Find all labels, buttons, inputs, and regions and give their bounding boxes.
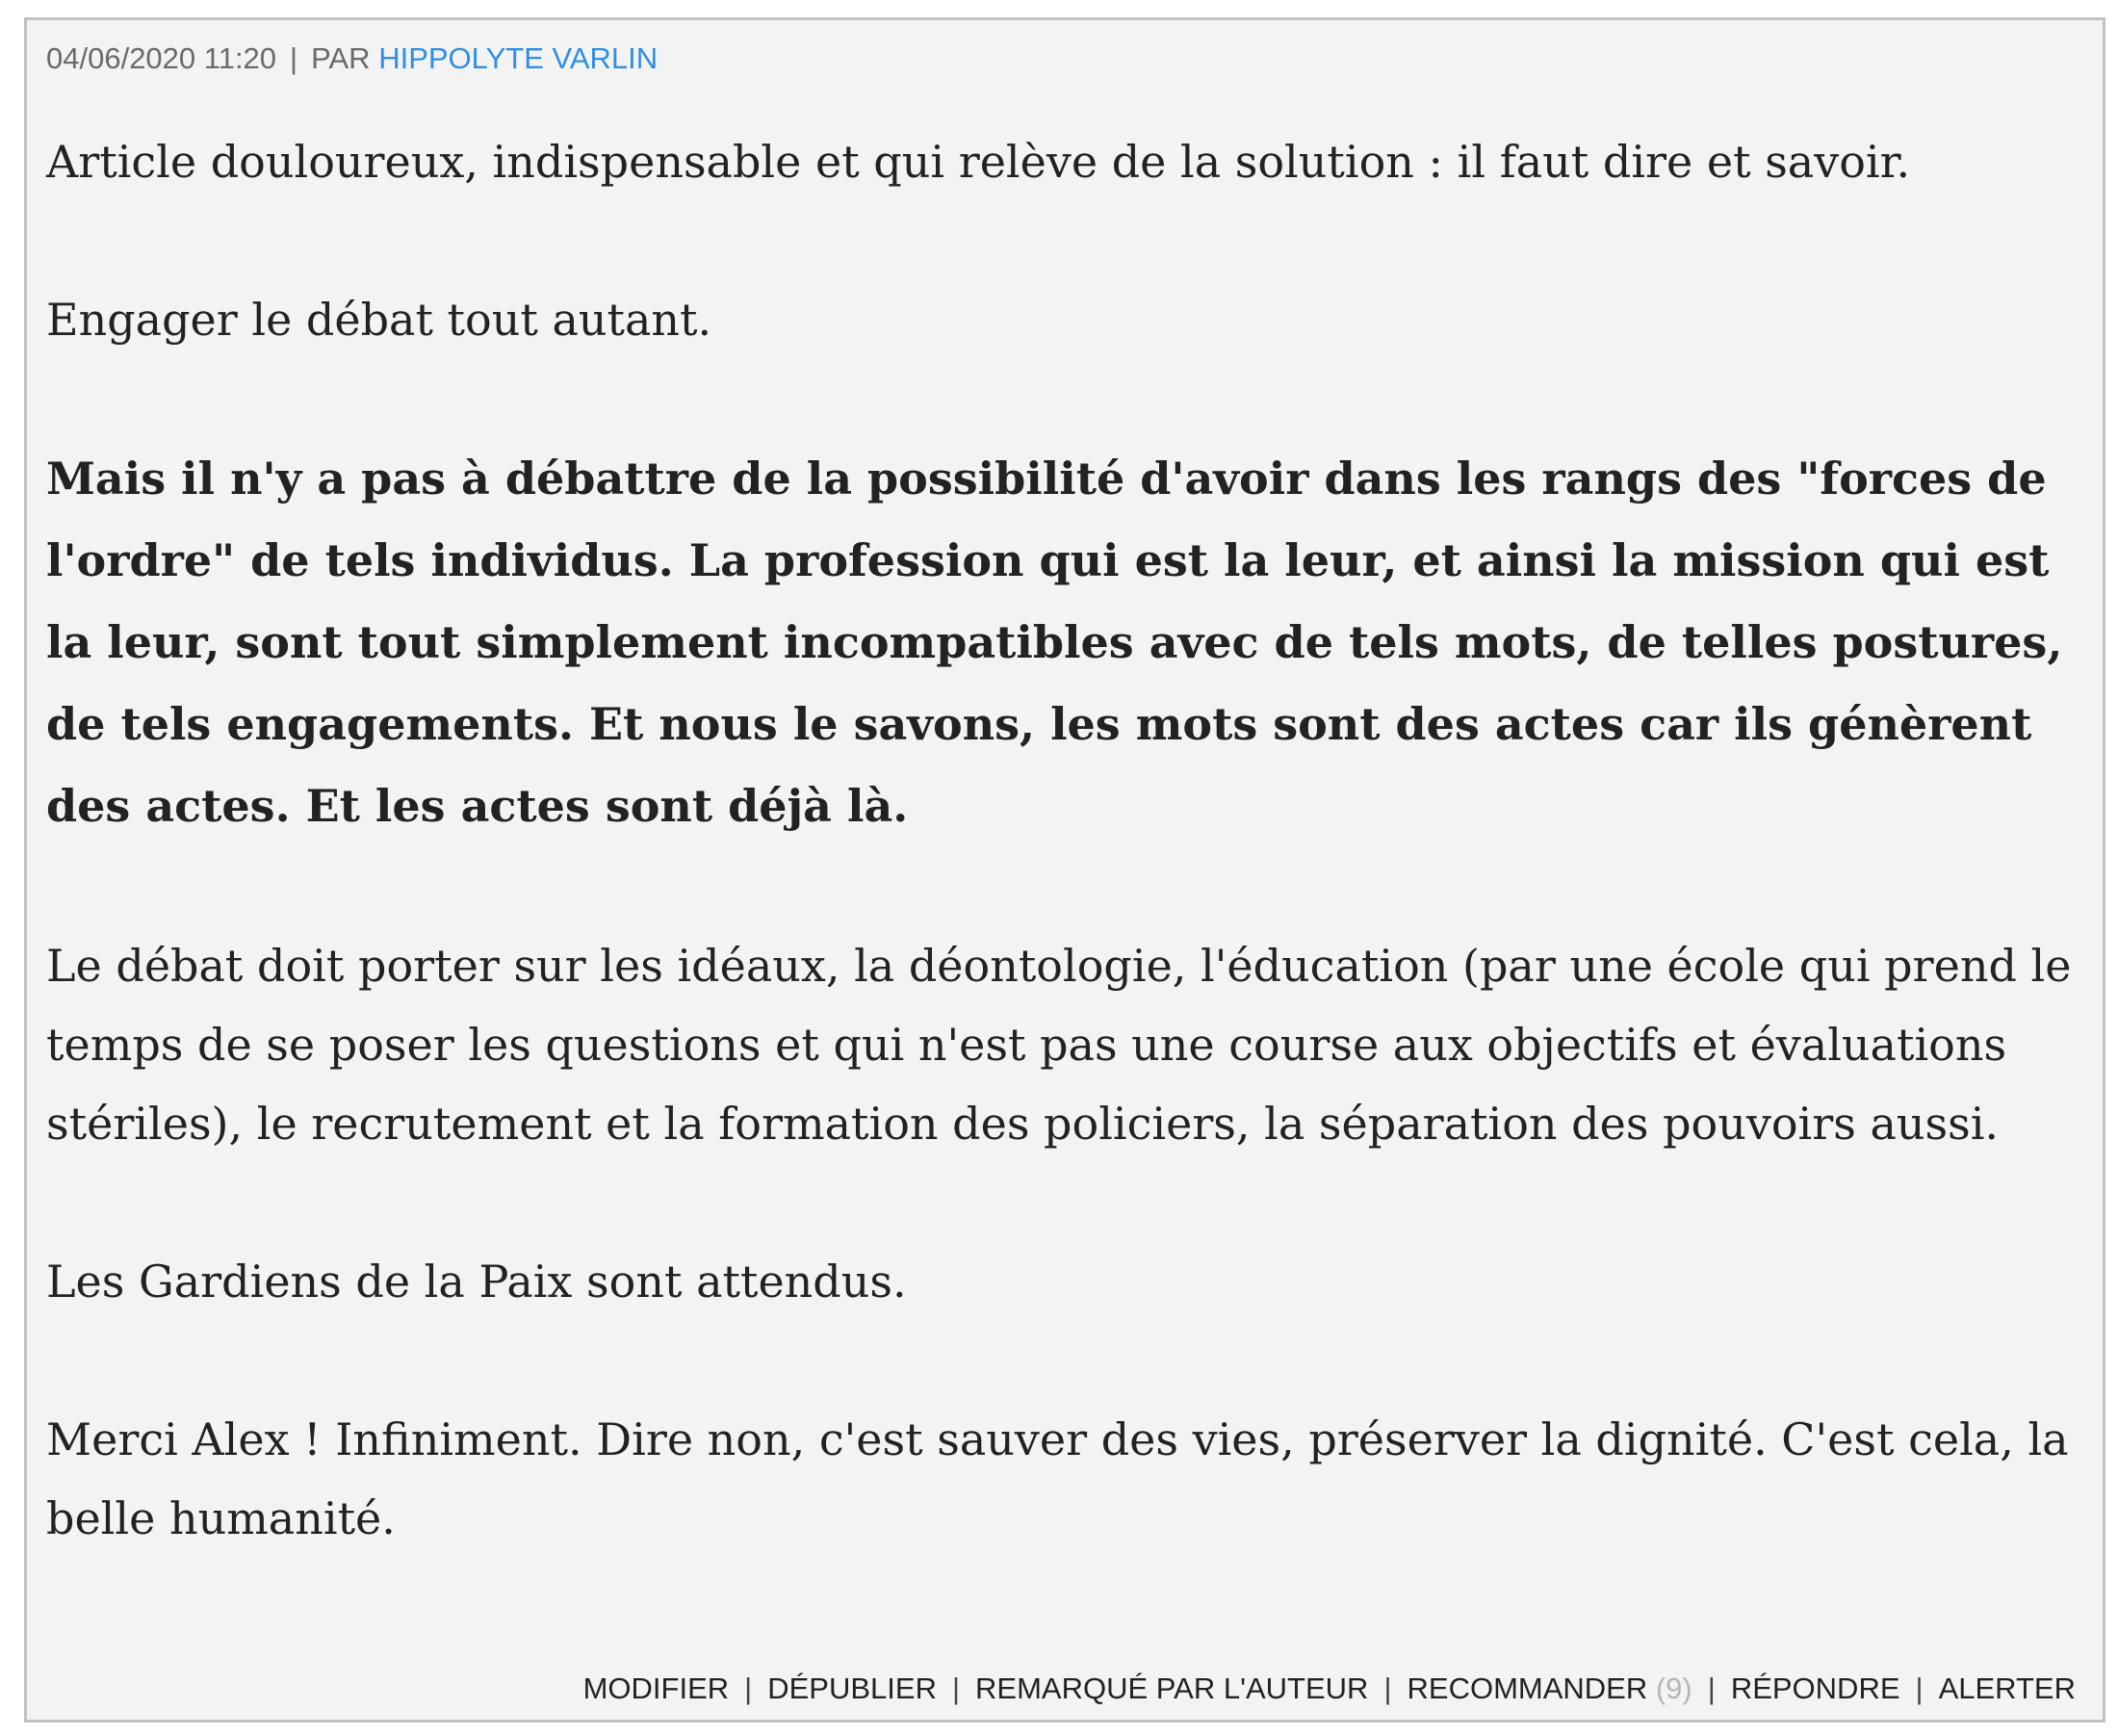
- comment-actions: [583, 1671, 2076, 1706]
- comment-card: [24, 17, 2105, 1723]
- action-separator: |: [1707, 1671, 1716, 1705]
- recommend-count: (9): [1655, 1671, 1692, 1705]
- comment-paragraph-bold: Mais il n'y a pas à débattre de la possibilité d'avoir dans les rangs des "forces de l'ordre" de tels individus. La profession qui est la leur, et ainsi la mission qui est la leur, sont tout simplement incompatibles avec de tels mots, de telles postures, de tels engagements. Et nous le savons, les mots sont des actes car ils génèrent des actes. Et les actes sont déjà là.: [46, 453, 2063, 832]
- comment-date: 04/06/2020 11:20: [46, 41, 277, 75]
- unpublish-button[interactable]: DÉPUBLIER: [767, 1671, 937, 1705]
- recommend-button[interactable]: [1408, 1671, 1692, 1705]
- comment-paragraph: Merci Alex ! Infiniment. Dire non, c'est sauver des vies, préserver la dignité. C'est cela, la belle humanité.: [46, 1413, 2069, 1544]
- comment-paragraph: Le débat doit porter sur les idéaux, la déontologie, l'éducation (par une école qui prend le temps de se poser les questions et qui n'est pas une course aux objectifs et évaluations stériles), le recrutement et la formation des policiers, la séparation des pouvoirs aussi.: [46, 940, 2072, 1150]
- noticed-by-author-button[interactable]: REMARQUÉ PAR L'AUTEUR: [975, 1671, 1369, 1705]
- by-label: PAR: [311, 41, 371, 75]
- comment-meta: [46, 41, 658, 76]
- modify-button[interactable]: MODIFIER: [582, 1671, 730, 1705]
- comment-paragraph: Les Gardiens de la Paix sont attendus.: [46, 1256, 907, 1308]
- author-link[interactable]: HIPPOLYTE VARLIN: [378, 41, 659, 75]
- action-separator: |: [1915, 1671, 1924, 1705]
- report-button[interactable]: ALERTER: [1938, 1671, 2076, 1705]
- meta-separator: |: [290, 41, 298, 75]
- action-separator: |: [951, 1671, 961, 1705]
- reply-button[interactable]: RÉPONDRE: [1730, 1671, 1900, 1705]
- comment-body: [46, 122, 2087, 1558]
- comment-paragraph: Engager le débat tout autant.: [46, 294, 712, 346]
- action-separator: |: [744, 1671, 753, 1705]
- comment-paragraph: Article douloureux, indispensable et qui relève de la solution : il faut dire et savoir.: [46, 136, 1911, 188]
- action-separator: |: [1383, 1671, 1392, 1705]
- recommend-label: RECOMMANDER: [1407, 1671, 1648, 1705]
